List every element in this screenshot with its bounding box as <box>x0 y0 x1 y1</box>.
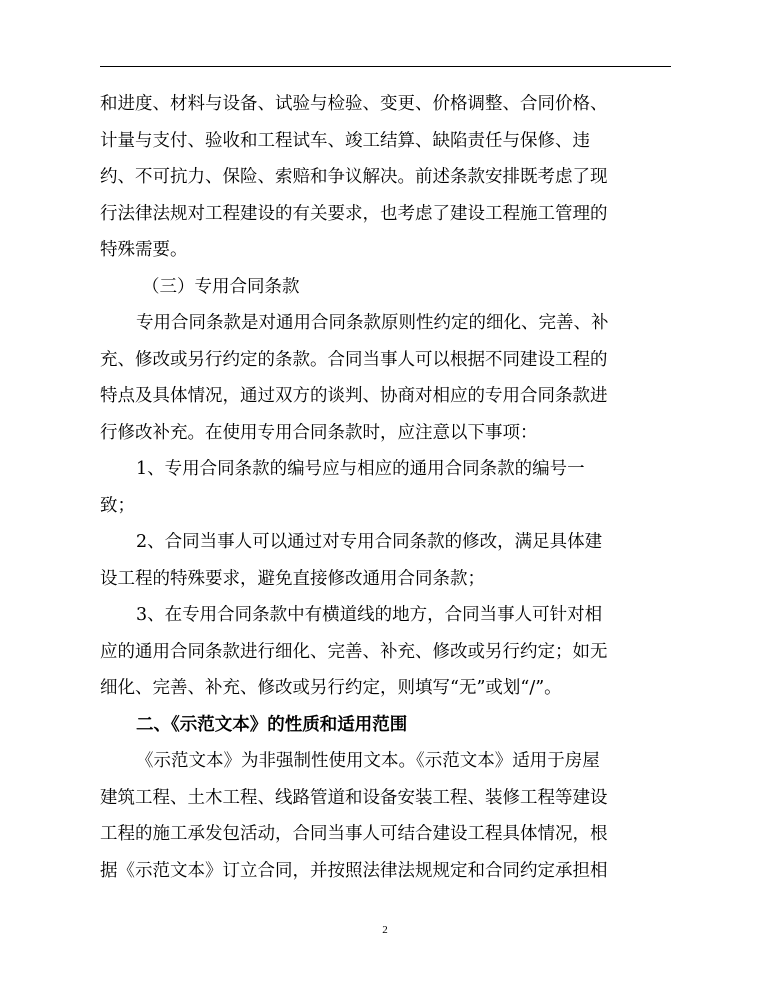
body-line: 应的通用合同条款进行细化、完善、补充、修改或另行约定；如无 <box>100 641 608 662</box>
body-line: 专用合同条款是对通用合同条款原则性约定的细化、完善、补 <box>136 313 609 333</box>
section-subheading: （三）专用合同条款 <box>142 276 300 297</box>
list-item-2: 2、合同当事人可以通过对专用合同条款的修改，满足具体建 <box>136 532 603 552</box>
body-line: 工程的施工承发包活动，合同当事人可结合建设工程具体情况，根 <box>100 824 608 844</box>
body-line: 行修改补充。在使用专用合同条款时，应注意以下事项： <box>100 422 538 443</box>
body-line: 行法律法规对工程建设的有关要求，也考虑了建设工程施工管理的 <box>100 203 608 224</box>
body-line: 特点及具体情况，通过双方的谈判、协商对相应的专用合同条款进 <box>100 386 608 406</box>
page-number: 2 <box>382 924 388 936</box>
list-item-1: 1、专用合同条款的编号应与相应的通用合同条款的编号一 <box>136 459 585 479</box>
header-rule <box>100 66 671 67</box>
body-line: 《示范文本》为非强制性使用文本。《示范文本》适用于房屋 <box>136 751 600 771</box>
body-line: 设工程的特殊要求，避免直接修改通用合同条款； <box>100 568 485 589</box>
list-item-3: 3、在专用合同条款中有横道线的地方，合同当事人可针对相 <box>136 605 603 625</box>
document-body <box>100 86 680 889</box>
body-line: 约、不可抗力、保险、索赔和争议解决。前述条款安排既考虑了现 <box>100 167 608 187</box>
body-line: 建筑工程、土木工程、线路管道和设备安装工程、装修工程等建设 <box>100 787 608 808</box>
body-line: 细化、完善、补充、修改或另行约定，则填写“无”或划“/”。 <box>100 678 562 698</box>
body-line: 特殊需要。 <box>100 240 188 260</box>
body-line: 致； <box>100 495 135 516</box>
body-line: 据《示范文本》订立合同，并按照法律法规规定和合同约定承担相 <box>100 860 608 881</box>
body-line: 充、修改或另行约定的条款。合同当事人可以根据不同建设工程的 <box>100 349 608 370</box>
body-line: 计量与支付、验收和工程试车、竣工结算、缺陷责任与保修、违 <box>100 130 590 151</box>
body-line: 和进度、材料与设备、试验与检验、变更、价格调整、合同价格、 <box>100 94 608 114</box>
section-heading: 二、《示范文本》的性质和适用范围 <box>136 714 408 735</box>
